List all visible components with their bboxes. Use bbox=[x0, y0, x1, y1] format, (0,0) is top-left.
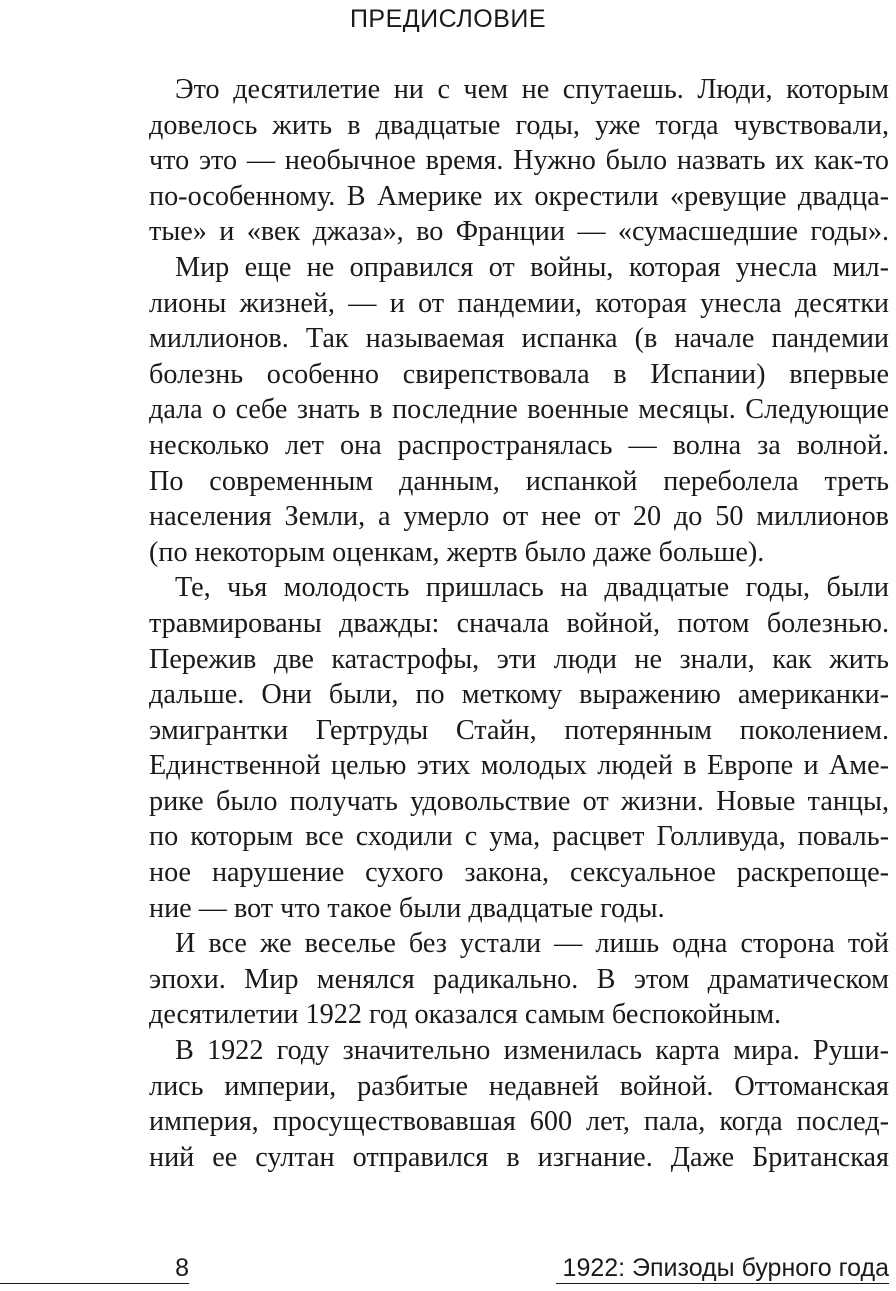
text-line: По современным данным, испанкой переболела треть bbox=[149, 465, 889, 497]
text-line: ний ее султан отправился в изгнание. Даже Британская bbox=[149, 1141, 889, 1173]
text-line: травмированы дважды: сначала войной, потом болезнью. bbox=[149, 607, 889, 639]
text-line: эпохи. Мир менялся радикально. В этом драматическом bbox=[149, 963, 889, 995]
running-title: 1922: Эпизоды бурного года bbox=[556, 1255, 889, 1284]
text-line: тые» и «век джаза», во Франции — «сумасшедшие годы». bbox=[149, 216, 889, 248]
paragraph bbox=[149, 570, 889, 926]
text-line: дала о себе знать в последние военные месяцы. Следующие bbox=[149, 394, 889, 426]
page-number: 8 bbox=[0, 1255, 189, 1284]
text-line: несколько лет она распространялась — волна за волной. bbox=[149, 429, 889, 461]
paragraph bbox=[149, 250, 889, 570]
paragraph bbox=[149, 1033, 889, 1175]
text-line: дальше. Они были, по меткому выражению американки- bbox=[149, 679, 889, 711]
text-line: населения Земли, а умерло от нее от 20 до 50 миллионов bbox=[149, 501, 889, 533]
text-line: Пережив две катастрофы, эти люди не знали, как жить bbox=[149, 643, 889, 675]
text-line: десятилетии 1922 год оказался самым беспокойным. bbox=[149, 999, 782, 1031]
text-line: Те, чья молодость пришлась на двадцатые годы, были bbox=[175, 572, 889, 604]
text-line: ние — вот что такое были двадцатые годы. bbox=[149, 892, 665, 924]
text-line: эмигрантки Гертруды Стайн, потерянным поколением. bbox=[149, 714, 889, 746]
text-line: В 1922 году значительно изменилась карта мира. Руши- bbox=[175, 1035, 889, 1067]
paragraph bbox=[149, 926, 889, 1033]
text-line: империя, просуществовавшая 600 лет, пала, когда послед- bbox=[149, 1106, 889, 1138]
text-line: И все же веселье без устали — лишь одна сторона той bbox=[175, 928, 889, 960]
text-line: миллионов. Так называемая испанка (в начале пандемии bbox=[149, 323, 889, 355]
paragraph bbox=[149, 72, 889, 250]
text-line: Мир еще не оправился от войны, которая унесла мил- bbox=[175, 251, 889, 283]
text-line: лионы жизней, — и от пандемии, которая унесла десятки bbox=[149, 287, 889, 319]
text-line: что это — необычное время. Нужно было назвать их как-то bbox=[149, 145, 889, 177]
text-line: ное нарушение сухого закона, сексуальное раскрепоще- bbox=[149, 857, 889, 889]
text-line: болезнь особенно свирепствовала в Испании) впервые bbox=[149, 358, 889, 390]
text-line: (по некоторым оценкам, жертв было даже больше). bbox=[149, 536, 765, 568]
text-line: Это десятилетие ни с чем не спутаешь. Люди, которым bbox=[175, 74, 889, 105]
text-line: Единственной целью этих молодых людей в Европе и Аме- bbox=[149, 750, 889, 782]
text-line: по которым все сходили с ума, расцвет Голливуда, поваль- bbox=[149, 821, 889, 853]
text-line: по-особенному. В Америке их окрестили «ревущие двадца- bbox=[149, 180, 889, 212]
text-line: рике было получать удовольствие от жизни. Новые танцы, bbox=[149, 785, 889, 817]
page-footer bbox=[0, 1255, 896, 1287]
chapter-title: ПРЕДИСЛОВИЕ bbox=[349, 5, 547, 33]
text-line: довелось жить в двадцатые годы, уже тогда чувствовали, bbox=[149, 109, 889, 141]
text-line: лись империи, разбитые недавней войной. Оттоманская bbox=[149, 1070, 889, 1102]
body-text bbox=[149, 72, 889, 1175]
